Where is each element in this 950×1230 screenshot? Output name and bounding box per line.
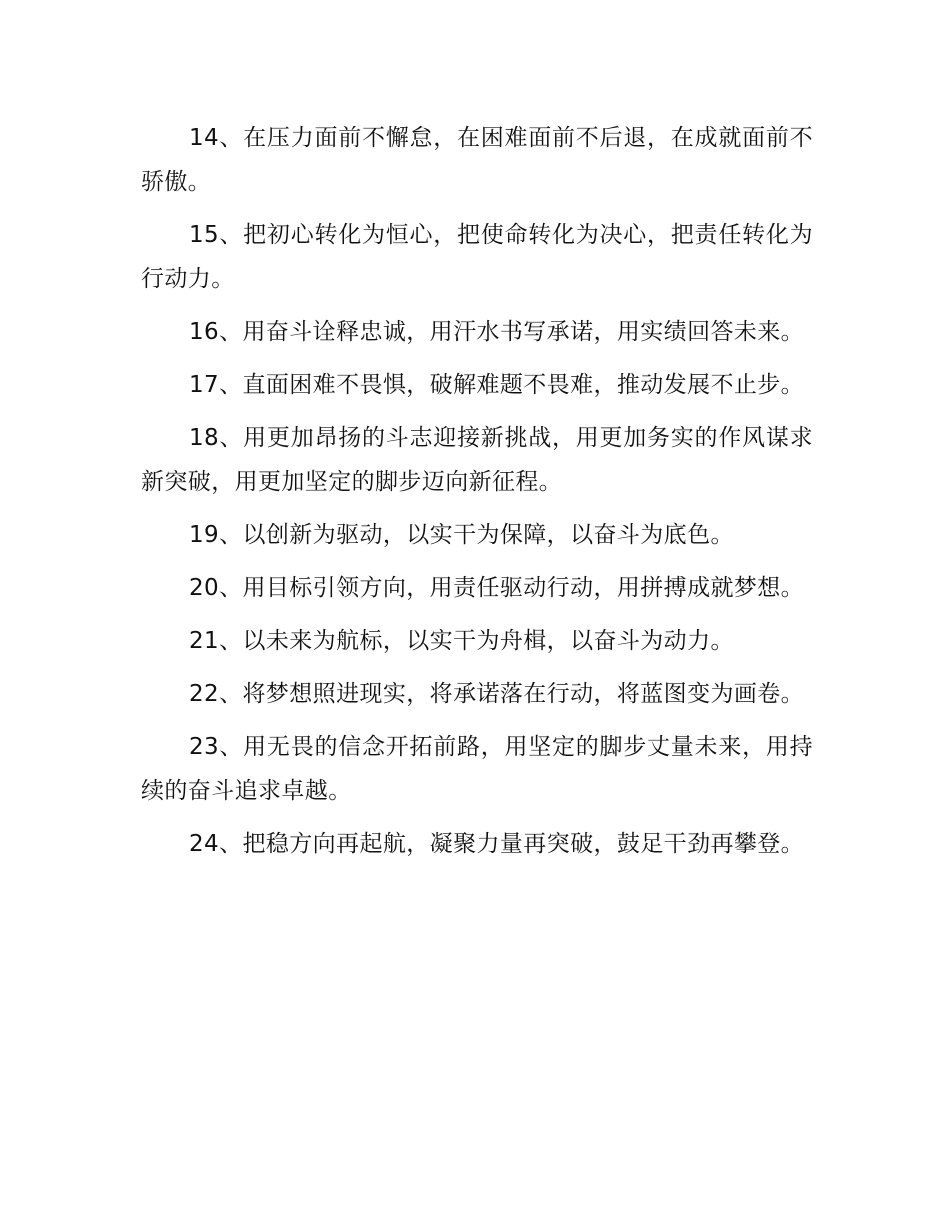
paragraph-18: 18、用更加昂扬的斗志迎接新挑战，用更加务实的作风谋求新突破，用更加坚定的脚步迈向新征程。: [141, 425, 813, 495]
paragraph-16: 16、用奋斗诠释忠诚，用汗水书写承诺，用实绩回答未来。: [189, 319, 805, 345]
paragraph-23: 23、用无畏的信念开拓前路，用坚定的脚步丈量未来，用持续的奋斗追求卓越。: [141, 734, 813, 804]
paragraph-24: 24、把稳方向再起航，凝聚力量再突破，鼓足干劲再攀登。: [189, 831, 805, 857]
paragraph-20: 20、用目标引领方向，用责任驱动行动，用拼搏成就梦想。: [189, 575, 805, 601]
paragraph-15: 15、把初心转化为恒心，把使命转化为决心，把责任转化为行动力。: [141, 222, 813, 292]
paragraph-17: 17、直面困难不畏惧，破解难题不畏难，推动发展不止步。: [189, 372, 805, 398]
paragraph-22: 22、将梦想照进现实，将承诺落在行动，将蓝图变为画卷。: [189, 681, 805, 707]
paragraph-14: 14、在压力面前不懈怠，在困难面前不后退，在成就面前不骄傲。: [141, 125, 813, 195]
document-body: [141, 116, 813, 875]
paragraph-21: 21、以未来为航标，以实干为舟楫，以奋斗为动力。: [189, 628, 734, 654]
paragraph-19: 19、以创新为驱动，以实干为保障，以奋斗为底色。: [189, 522, 734, 548]
